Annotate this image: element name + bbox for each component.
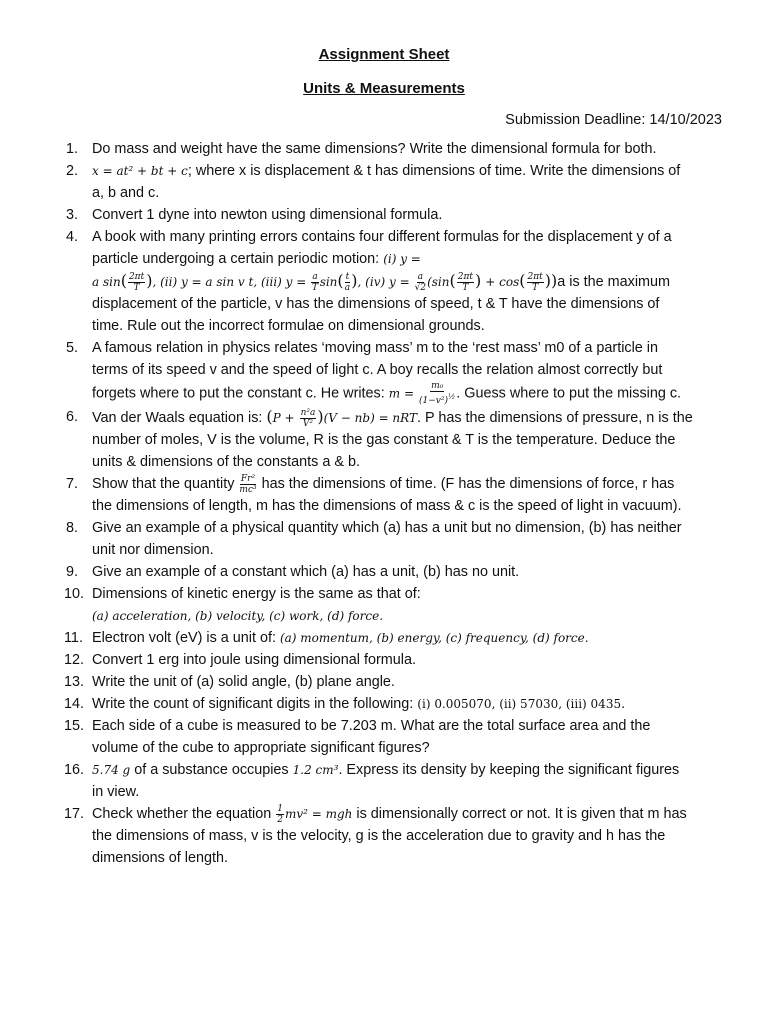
question-15: 15. Each side of a cube is measured to be 7.203 m. What are the total surface area and the volume of the cube to appropriate significant figures? xyxy=(64,718,651,756)
question-7: 7. Show that the quantity $\frac{\text{Fr²}}{\text{mc³}}$ has the dimensions of time. (F has the dimensions of force, r has the dimensions of length, m has the dimensions of mass & c is the speed of light in vacuum). xyxy=(66,473,682,514)
question-1: 1. Do mass and weight have the same dimensions? Write the dimensional formula for both. xyxy=(66,141,657,157)
question-11: 11. Electron volt (eV) is a unit of: (a) momentum, (b) energy, (c) frequency, (d) force. xyxy=(64,630,589,646)
question-3: 3. Convert 1 dyne into newton using dimensional formula. xyxy=(66,207,443,223)
question-8: 8. Give an example of a physical quantity which (a) has a unit but no dimension, (b) has neither unit nor dimension. xyxy=(66,520,682,558)
question-17: 17. Check whether the equation $\frac{1}{2}$ mv² = mgh is dimensionally correct or not. It is given that m has the dimensions of mass, v is the velocity, g is the acceleration due to gravity and h has the dimensions of length. xyxy=(64,803,687,866)
question-5: 5. A famous relation in physics relates ‘moving mass’ m to the ‘rest mass’ m0 of a particle in terms of its speed v and the speed of light c. A boy recalls the relation almost correctly but forgets where to put the constant c. He writes: m = $\frac{\text{m₀}}{(1-v^2)^{\frac{1}{2}}}$ . Guess where to put the missing c. xyxy=(66,340,682,406)
question-12: 12. Convert 1 erg into joule using dimensional formula. xyxy=(64,652,416,668)
question-2: 2. x = at² + bt + c; where x is displacement & t has dimensions of time. Write the dimensions of a, b and c. xyxy=(66,163,681,201)
question-13: 13. Write the unit of (a) solid angle, (b) plane angle. xyxy=(64,674,395,690)
page-title: Assignment Sheet xyxy=(318,46,450,63)
question-6: 6. Van der Waals equation is: (P + $\frac{\text{n²a}}{\text{V²}}$ )(V − nb) = nRT. P has the dimensions of pressure, n is the number of moles, V is the volume, R is the gas constant & T is the temperature. Deduce the units & dimensions of the constants a & b. xyxy=(66,407,693,470)
question-16: 16. 5.74 g of a substance occupies 1.2 cm³. Express its density by keeping the significant figures in view. xyxy=(64,762,680,800)
page-subtitle: Units & Measurements xyxy=(303,80,465,97)
submission-deadline: Submission Deadline: 14/10/2023 xyxy=(505,112,722,128)
question-14: 14. Write the count of significant digits in the following: (i) 0.005070, (ii) 57030, (iii) 0435. xyxy=(64,696,626,712)
question-10: 10. Dimensions of kinetic energy is the same as that of: (a) acceleration, (b) velocity, (c) work, (d) force. xyxy=(64,586,421,623)
question-9: 9. Give an example of a constant which (a) has a unit, (b) has no unit. xyxy=(66,564,520,580)
question-4: 4. A book with many printing errors contains four different formulas for the displacement y of a particle undergoing a certain periodic motion: (i) y = a sin( $\frac{2\pi t}{T}$ ), (ii) y = a sin v t, (iii) y = $\frac{a}{T}$ sin( $\frac{t}{a}$ ), (iv) y = $\frac{a}{√2}$ (sin( $\frac{2\pi t}{T}$ ) + cos( $\frac{2\pi t}{T}$ ))a is the maximum displacement of the particle, v has the dimensions of speed, t & T have the dimensions of time. Rule out the incorrect formulae on dimensional grounds. xyxy=(66,229,672,334)
question-list xyxy=(64,138,694,869)
